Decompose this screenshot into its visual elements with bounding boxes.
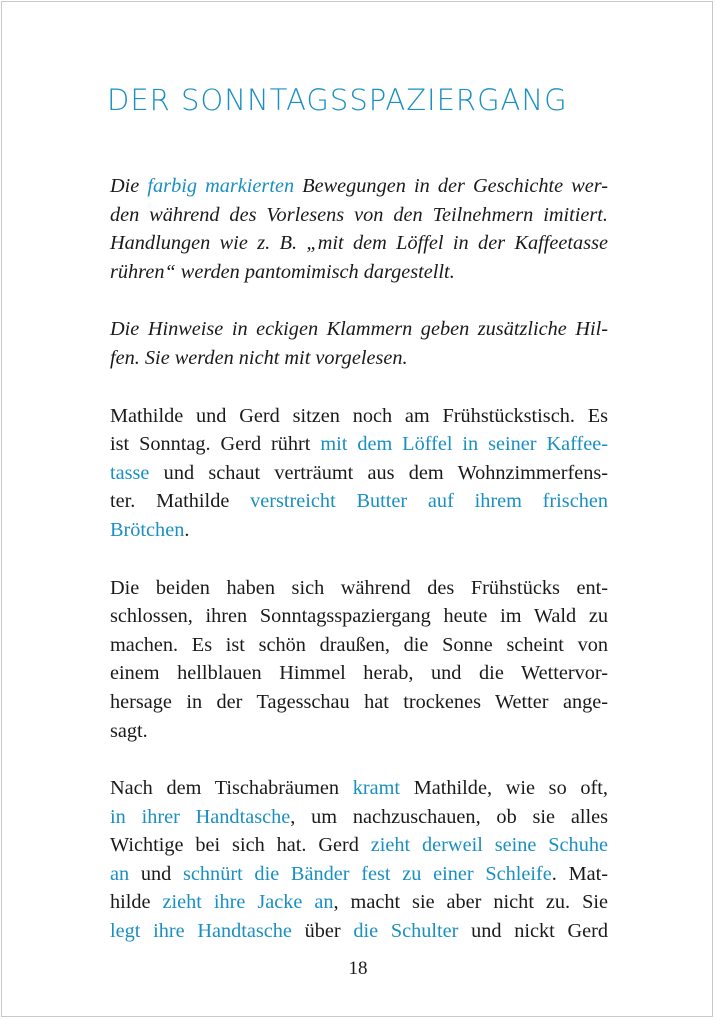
story-paragraph-1 [110,402,608,545]
highlighted-text: legt ihre Handtasche [110,920,292,943]
highlighted-text: kramt [352,777,401,800]
text-line: in ihrer Handtasche, um nachzuschauen, ob sie alles [110,805,608,828]
page-title: DER SONNTAGSSPAZIERGANG [107,83,568,117]
text-line: hilde zieht ihre Jacke an, macht sie aber nicht zu. Sie [110,891,608,914]
highlighted-text: verstreicht Butter auf ihrem frischen [250,490,608,513]
text-line: legt ihre Handtasche über die Schulter und nickt Gerd [110,920,609,943]
text-line: Die beiden haben sich während des Frühstücks ent- [110,576,608,599]
text-line: rühren“ werden pantomimisch dargestellt. [110,260,455,283]
text-line: ter. Mathilde verstreicht Butter auf ihrem frischen [110,490,608,513]
text-line: sagt. [110,719,148,742]
text-line: schlossen, ihren Sonntagsspaziergang heute im Wald zu [110,605,608,628]
text-line: Die farbig markierten Bewegungen in der Geschichte wer- [110,175,608,197]
page-number: 18 [348,958,368,979]
page-content [110,172,608,975]
highlighted-text: an [110,862,130,885]
highlighted-text: zieht ihre Jacke an [162,891,334,914]
text-line: Handlungen wie z. B. „mit dem Löffel in der Kaffeetasse [110,232,608,255]
text-line: einem hellblauen Himmel herab, und die Wettervor- [110,662,608,685]
highlighted-text: zieht derweil seine Schuhe [370,834,608,857]
text-line: ist Sonntag. Gerd rührt mit dem Löffel in seiner Kaffee- [110,433,608,456]
highlighted-text: farbig markierten [147,175,295,197]
highlighted-text: mit dem Löffel in seiner Kaffee- [320,433,608,456]
highlighted-text: Brötchen [110,518,185,541]
text-line: tasse und schaut verträumt aus dem Wohnzimmerfens- [110,461,608,484]
text-line: an und schnürt die Bänder fest zu einer Schleife. Mat- [110,862,608,885]
highlighted-text: in ihrer Handtasche [110,805,291,828]
text-line: Brötchen. [110,518,190,541]
text-line: Wichtige bei sich hat. Gerd zieht derweil seine Schuhe [110,834,608,857]
story-paragraph-3 [110,774,608,946]
text-line: Die Hinweise in eckigen Klammern geben zusätzliche Hil- [110,318,608,341]
text-line: hersage in der Tagesschau hat trockenes Wetter ange- [110,690,608,713]
text-line: Nach dem Tischabräumen kramt Mathilde, wie so oft, [110,777,608,800]
text-line: Mathilde und Gerd sitzen noch am Frühstückstisch. Es [110,404,608,427]
intro-paragraph-2 [110,315,608,372]
highlighted-text: tasse [110,461,150,484]
text-line: machen. Es ist schön draußen, die Sonne scheint von [110,633,608,656]
story-paragraph-2 [110,574,608,746]
highlighted-text: schnürt die Bänder fest zu einer Schleife [183,862,552,885]
highlighted-text: die Schulter [353,920,459,943]
intro-paragraph-1 [110,172,608,286]
text-line: den während des Vorlesens von den Teilnehmern imitiert. [110,203,608,226]
text-line: fen. Sie werden nicht mit vorgelesen. [110,346,408,369]
